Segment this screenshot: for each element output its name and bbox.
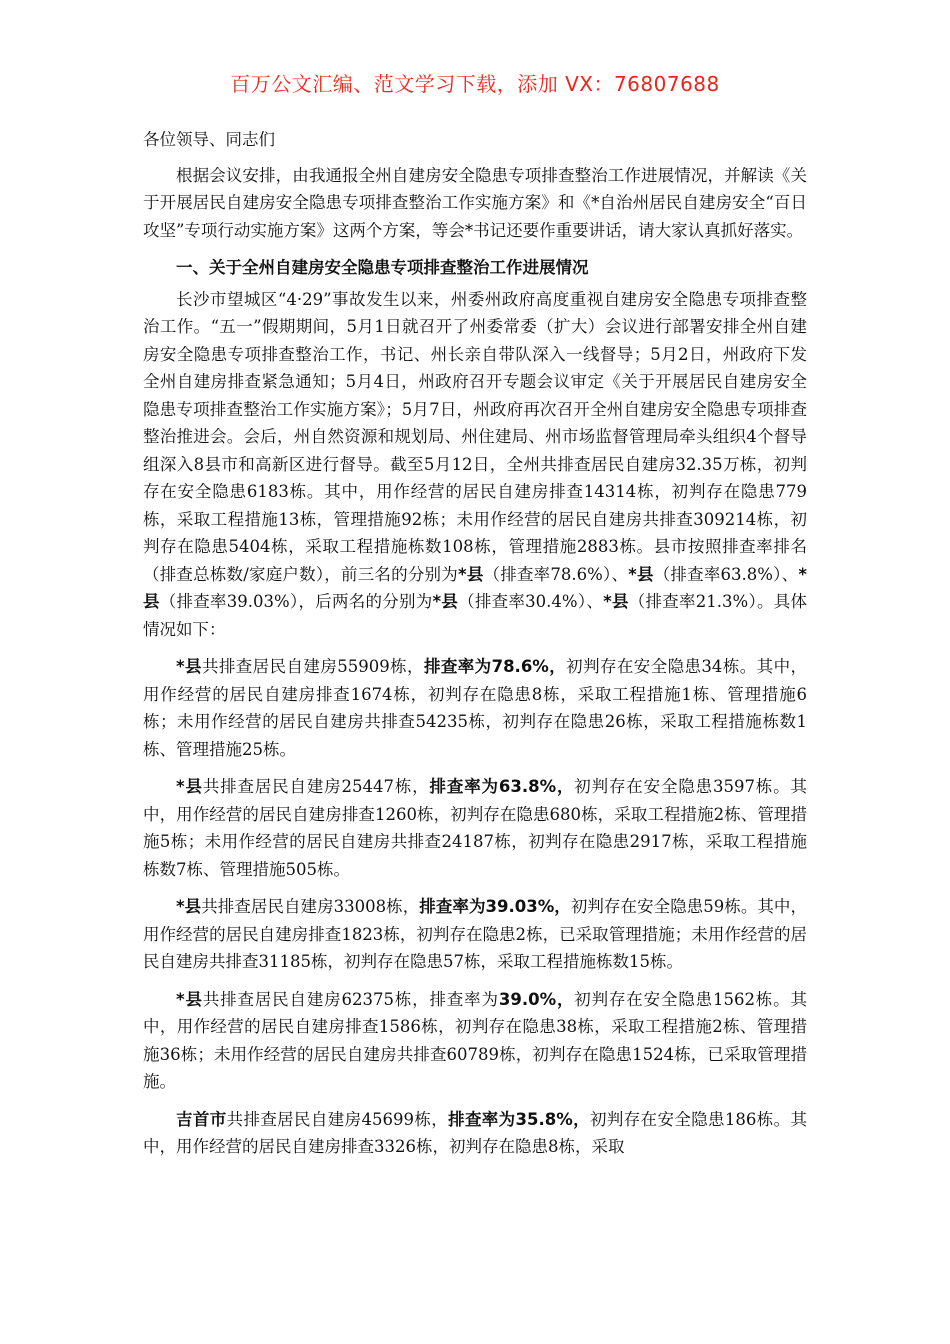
county-rate: 排查率为35.8%， xyxy=(448,1109,590,1129)
county-text: 初判存在安全隐患3597栋。其中，用作经营的居民自建房排查1260栋，初判存在隐患680栋，采取工程措施2栋、管理措施5栋；未用作经营的居民自建房共排查24187栋，初判存在隐患2917栋，采取工程措施栋数7栋、管理措施505栋。 xyxy=(143,777,807,879)
county-rate: 排查率为63.8%， xyxy=(429,777,575,796)
county-text: 初判存在安全隐患186栋。其中，用作经营的居民自建房排查3326栋，初判存在隐患8栋，采取 xyxy=(143,1109,807,1156)
county-paragraph xyxy=(143,986,807,1096)
county-text: 共排查居民自建房55909栋， xyxy=(201,657,424,676)
overview-text: （排查率39.03%），后两名的分别为 xyxy=(159,592,433,611)
county-paragraph xyxy=(143,893,807,976)
county-name: *县 xyxy=(143,564,807,611)
overview-text: 长沙市望城区“4·29”事故发生以来，州委州政府高度重视自建房安全隐患专项排查整治工作。“五一”假期期间，5月1日就召开了州委常委（扩大）会议进行部署安排全州自建房安全隐患专项排查整治工作，书记、州长亲自带队深入一线督导；5月2日，州政府下发全州自建房排查紧急通知；5月4日，州政府召开专题会议审定《关于开展居民自建房安全隐患专项排查整治工作实施方案》；5月7日，州政府再次召开全州自建房安全隐患专项排查整治推进会。会后，州自然资源和规划局、州住建局、州市场监督管理局牵头组织4个督导组深入8县市和高新区进行督导。截至5月12日，全州共排查居民自建房32.35万栋，初判存在安全隐患6183栋。其中，用作经营的居民自建房排查14314栋，初判存在隐患779栋，采取工程措施13栋，管理措施92栋；未用作经营的居民自建房共排查309214栋，初判存在隐患5404栋，采取工程措施栋数108栋，管理措施2883栋。县市按照排查率排名（排查总栋数/家庭户数），前三名的分别为 xyxy=(143,289,807,584)
county-rate: 排查率为78.6%， xyxy=(423,657,567,676)
intro-paragraph: 根据会议安排，由我通报全州自建房安全隐患专项排查整治工作进展情况，并解读《关于开展居民自建房安全隐患专项排查整治工作实施方案》和《*自治州居民自建房安全“百日攻坚”专项行动实施方案》这两个方案，等会*书记还要作重要讲话，请大家认真抓好落实。 xyxy=(143,165,807,240)
county-rate: 排查率为39.03%， xyxy=(419,897,571,916)
county-text: 初判存在安全隐患59栋。其中，用作经营的居民自建房排查1823栋，初判存在隐患2栋，已采取管理措施；未用作经营的居民自建房共排查31185栋，初判存在隐患57栋，采取工程措施栋数15栋。 xyxy=(143,897,807,971)
document-body xyxy=(143,126,807,1171)
county-text: 共排查居民自建房25447栋， xyxy=(202,777,430,796)
watermark-banner: 百万公文汇编、范文学习下载，添加 VX：76807688 xyxy=(230,72,720,96)
county-name: *县 xyxy=(432,592,459,611)
county-name: *县 xyxy=(176,897,202,916)
county-rate: 39.0%， xyxy=(498,989,575,1009)
county-text: 共排查居民自建房62375栋，排查率为 xyxy=(202,989,499,1009)
county-text: 初判存在安全隐患1562栋。其中，用作经营的居民自建房排查1586栋，初判存在隐患38栋，采取工程措施2栋、管理措施36栋；未用作经营的居民自建房共排查60789栋，初判存在隐患1524栋，已采取管理措施。 xyxy=(143,989,807,1091)
section-heading: 一、关于全州自建房安全隐患专项排查整治工作进展情况 xyxy=(176,258,589,277)
overview-text: （排查率30.4%）、 xyxy=(458,592,604,611)
overview-paragraph xyxy=(143,286,807,644)
overview-text: （排查率78.6%）、 xyxy=(483,564,629,584)
county-name: *县 xyxy=(628,564,654,584)
overview-text: （排查率21.3%）。具体情况如下： xyxy=(143,592,807,639)
county-name: *县 xyxy=(176,989,203,1009)
county-name: *县 xyxy=(176,657,202,676)
overview-text: （排查率63.8%）、 xyxy=(653,564,799,584)
county-name: 吉首市 xyxy=(176,1109,227,1129)
county-text: 共排查居民自建房33008栋， xyxy=(201,897,420,916)
county-name: *县 xyxy=(457,564,484,584)
county-paragraph xyxy=(143,773,807,883)
county-paragraph xyxy=(143,653,807,763)
county-text: 共排查居民自建房45699栋， xyxy=(226,1109,449,1129)
county-name: *县 xyxy=(603,592,629,611)
salutation: 各位领导、同志们 xyxy=(143,130,275,149)
county-name: *县 xyxy=(176,777,203,796)
county-text: 初判存在安全隐患34栋。其中，用作经营的居民自建房排查1674栋，初判存在隐患8栋，采取工程措施1栋、管理措施6栋；未用作经营的居民自建房共排查54235栋，初判存在隐患26栋，采取工程措施栋数1栋、管理措施25栋。 xyxy=(143,657,807,759)
county-paragraph xyxy=(143,1106,807,1161)
